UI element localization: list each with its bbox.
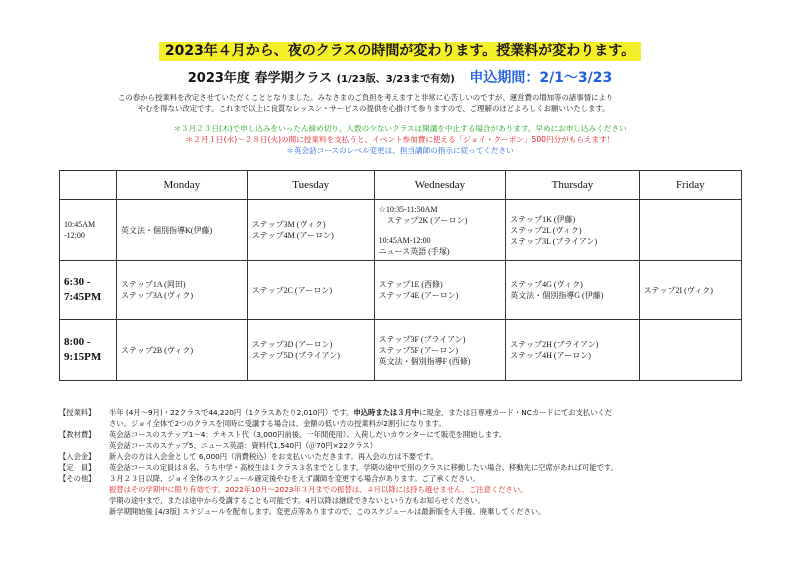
fee-deadline: 申込時または３月中 <box>353 408 420 417</box>
class-entry: ステップ1E (西條) <box>378 280 443 289</box>
other-label: 【その他】 <box>59 474 96 483</box>
class-cell-wednesday <box>374 320 506 381</box>
class-entry: ステップ3A (ヴィク) <box>121 291 194 300</box>
class-entry: ステップ1K (伊藤) <box>510 214 576 224</box>
class-cell-friday <box>639 200 741 261</box>
class-entry: ステップ3L (ブライアン) <box>510 236 598 246</box>
class-entry: ステップ3D (アーロン) <box>251 340 333 349</box>
time-cell <box>60 200 117 261</box>
time-end: 7:45PM <box>64 291 102 303</box>
material-label: 【教材費】 <box>59 430 96 439</box>
class-entry: ステップ2K (アーロン) <box>378 215 468 225</box>
class-cell-friday <box>639 320 741 381</box>
notice-level-change: ＊英会話コースのレベル変更は、担当講師の指示に従ってください <box>286 146 514 155</box>
corner-cell <box>60 171 117 200</box>
banner-wrap <box>0 40 800 61</box>
admission-row <box>59 451 749 462</box>
class-entry: ステップ4E (アーロン) <box>378 291 459 300</box>
other-text: 学期の途中まで、または途中から受講することも可能です。4月以降は継続できないという方もお知らせください。 <box>109 496 485 505</box>
day-header-thursday: Thursday <box>506 171 639 200</box>
class-entry: ☆10:35-11:50AM <box>378 204 438 214</box>
intro-line: やむを得ない改定です。これまで以上に良質なレッスン・サービスの提供を心掛けて参りますので、ご理解のほどよろしくお願いいたします。 <box>138 104 610 113</box>
class-entry: ステップ1A (岡田) <box>121 280 186 289</box>
fee-row <box>59 407 749 418</box>
intro-line: この春から授業料を改定させていただくこととなりました。みなさまのご負担を考えますと非常に心苦しいのですが、運営費の増加等の諸事情により <box>118 93 614 102</box>
day-header-wednesday: Wednesday <box>374 171 506 200</box>
class-entry: ステップ5D (ブライアン) <box>251 351 340 360</box>
title-main: 2023年度 春学期クラス <box>187 71 333 86</box>
schedule-row-evening-2 <box>60 320 742 381</box>
class-cell-wednesday <box>374 200 506 261</box>
class-entry: ステップ2B (ヴィク) <box>121 345 194 355</box>
fee-text <box>109 407 749 418</box>
class-entry: ステップ4M (アーロン) <box>251 231 334 240</box>
capacity-row <box>59 462 749 473</box>
transfer-warning: 振替はその学期中に限り有効です。2022年10月〜2023年３月までの振替は、４月以降には持ち越せません。ご注意ください。 <box>109 485 528 494</box>
class-entry: 英文法・個別指導G (伊藤) <box>510 291 604 300</box>
time-start: 8:00 - <box>64 336 91 348</box>
material-text: 英会話コースのステップ5、ニュース英語：資料代1,540円（＠70円×22クラス） <box>109 441 378 450</box>
class-entry: ステップ2H (ブライアン) <box>510 340 599 349</box>
admission-text: 新入会の方は入会金として 6,000円（消費税込）をお支払いいただきます。再入会の方は不要です。 <box>109 452 438 461</box>
class-entry: 英文法・個別指導K(伊藤) <box>121 225 213 235</box>
fee-label: 【授業料】 <box>59 408 96 417</box>
fee-discount-text: さい。ジョイ全体で2つのクラスを同時に受講する場合は、金額の低い方の授業料が2割引になります。 <box>109 419 446 428</box>
class-cell-tuesday <box>247 320 374 381</box>
capacity-text: 英会話コースの定員は８名、うち中学・高校生は１クラス３名までとします。学期の途中で別のクラスに移動したい場合、移動先に空席があれば可能です。 <box>109 463 618 472</box>
fee-text-part: に現金、または日専連カード・NCカードにてお支払いくだ <box>419 408 613 417</box>
class-cell-friday <box>639 261 741 320</box>
capacity-label: 【定 員】 <box>59 463 96 472</box>
other-text: 新学期開始後 [4/3版] スケジュールを配布します。変更点等ありますので、このスケジュールは最新版を入手後、廃棄してください。 <box>109 507 546 516</box>
class-cell-wednesday <box>374 261 506 320</box>
fee-text-part: 半年 (4月〜9月)・22クラスで44,220円（1クラスあたり2,010円）です。 <box>109 408 354 417</box>
class-entry: ニュース英語 (手塚) <box>378 246 450 256</box>
class-entry: ステップ3M (ヴィク) <box>251 220 326 229</box>
class-cell-thursday <box>506 320 639 381</box>
schedule-row-morning <box>60 200 742 261</box>
time-start: 10:45AM <box>64 220 96 229</box>
class-entry: ステップ2L (ヴィク) <box>510 225 582 235</box>
day-header-tuesday: Tuesday <box>247 171 374 200</box>
page-title <box>0 67 800 87</box>
other-row-cont <box>59 484 749 495</box>
class-entry: ステップ2I (ヴィク) <box>643 285 713 295</box>
class-entry: ステップ4H (アーロン) <box>510 351 591 360</box>
announcement-banner: 2023年４月から、夜のクラスの時間が変わります。授業料が変わります。 <box>159 42 641 61</box>
other-row-cont <box>59 506 749 517</box>
time-start: 6:30 - <box>64 276 91 288</box>
class-cell-tuesday <box>247 261 374 320</box>
material-row-cont <box>59 440 749 451</box>
fee-row-cont <box>59 418 749 429</box>
class-cell-monday <box>117 261 248 320</box>
day-header-friday: Friday <box>639 171 741 200</box>
intro-paragraph <box>118 92 708 114</box>
title-version: (1/23版、3/23まで有効) <box>336 74 455 85</box>
time-end: 9:15PM <box>64 351 102 363</box>
class-cell-thursday <box>506 261 639 320</box>
material-text: 英会話コースのステップ1〜4：テキスト代（3,000円前後、一年間使用）。入荷しだいカウンターにて販売を開始します。 <box>109 430 507 439</box>
other-row-cont <box>59 495 749 506</box>
class-entry: 英文法・個別指導F (西條) <box>378 356 471 366</box>
day-header-monday: Monday <box>117 171 248 200</box>
material-row <box>59 429 749 440</box>
class-cell-monday <box>117 320 248 381</box>
time-cell <box>60 320 117 381</box>
other-text: ３月２３日以降、ジョイ全体のスケジュール確定後やむをえず講師を変更する場合があります。ご了承ください。 <box>109 474 480 483</box>
admission-label: 【入会金】 <box>59 452 96 461</box>
time-cell <box>60 261 117 320</box>
class-cell-tuesday <box>247 200 374 261</box>
schedule-header-row <box>60 171 742 200</box>
footer-notes <box>59 407 749 517</box>
class-cell-monday <box>117 200 248 261</box>
schedule-table <box>59 170 742 381</box>
notice-deadline: ＊３月２３日(木)で申し込みをいったん締め切り、人数の少ないクラスは開講を中止する場合があります。早めにお申し込みください <box>173 124 627 133</box>
notice-coupon: ＊２月１日(水)〜２８日(火)の間に授業料を支払うと、イベント参加費に使える「ジョイ・クーポン」500円分がもらえます！ <box>185 135 615 144</box>
other-row <box>59 473 749 484</box>
class-entry: ステップ5F (アーロン) <box>378 345 459 355</box>
class-entry: ステップ2C (アーロン) <box>251 285 333 295</box>
class-entry: 10:45AM-12:00 <box>378 235 431 245</box>
time-end: -12:00 <box>64 231 85 240</box>
class-entry: ステップ4G (ヴィク) <box>510 280 583 289</box>
schedule-row-evening-1 <box>60 261 742 320</box>
application-period: 申込期間：2/1〜3/23 <box>469 70 613 86</box>
class-entry: ステップ3F (ブライアン) <box>378 334 466 344</box>
class-cell-thursday <box>506 200 639 261</box>
